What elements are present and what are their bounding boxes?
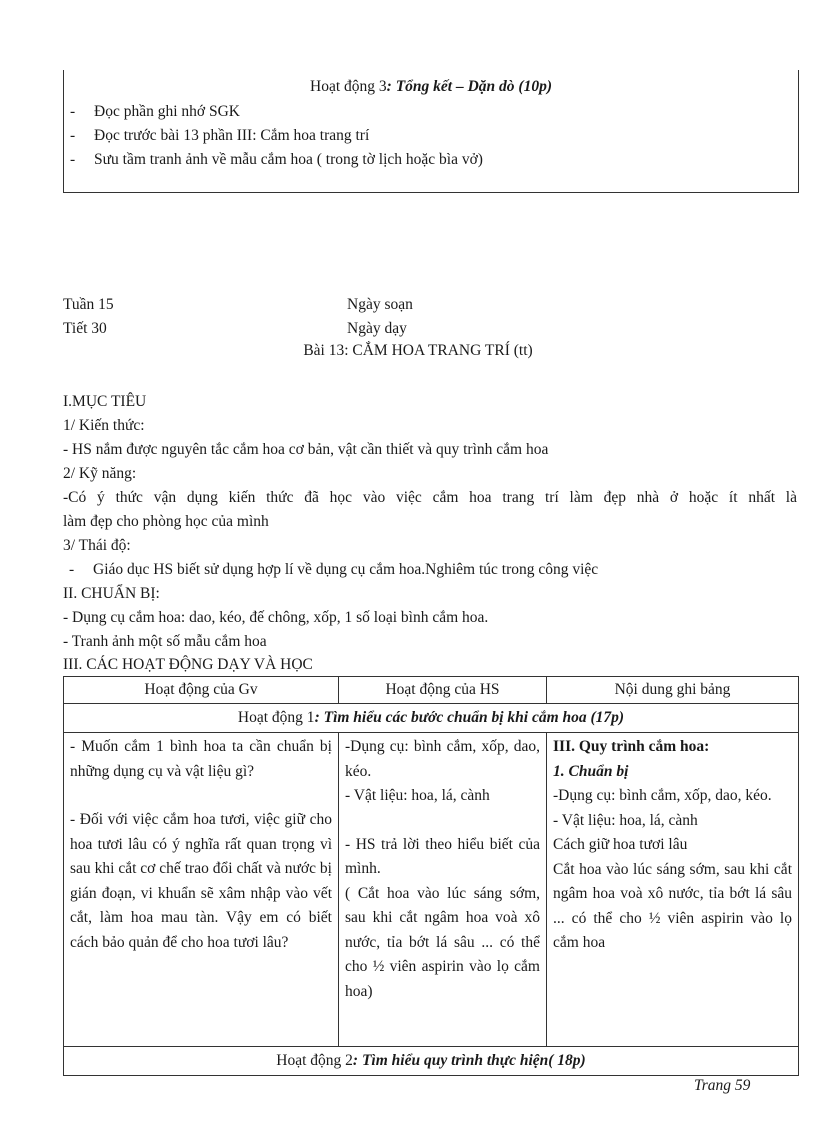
student-cell	[339, 733, 547, 1047]
activity-2-heading: Hoạt động 2: Tìm hiểu quy trình thực hiện( 18p)	[64, 1047, 799, 1076]
attitude-label: 3/ Thái độ:	[63, 537, 131, 554]
student-answer-2: - Vật liệu: hoa, lá, cành	[345, 787, 490, 804]
period-label: Tiết 30	[63, 320, 107, 337]
skill-text-line-2: làm đẹp cho phòng học của mình	[63, 513, 269, 530]
activity-2-row	[64, 1047, 799, 1076]
board-line-4: Cắt hoa vào lúc sáng sớm, sau khi cắt ngâm hoa voà xô nước, tỉa bớt lá sâu ... có thể cho ½ viên aspirin vào lọ cắm hoa	[553, 860, 792, 951]
table-row	[64, 733, 799, 1047]
board-line-1: -Dụng cụ: bình cắm, xốp, dao, kéo.	[553, 787, 772, 804]
student-answer-4: ( Cắt hoa vào lúc sáng sớm, sau khi cắt ngâm hoa voà xô nước, tỉa bớt lá sâu ... có thể cho ½ viên aspirin vào lọ cắm hoa)	[345, 884, 540, 1000]
week-label: Tuần 15	[63, 296, 114, 313]
activity-1-heading: Hoạt động 1: Tìm hiểu các bước chuẩn bị khi cắm hoa (17p)	[64, 704, 799, 733]
lesson-title: Bài 13: CẮM HOA TRANG TRÍ (tt)	[303, 342, 533, 359]
teacher-question-1: - Muốn cắm 1 bình hoa ta cần chuẩn bị những dụng cụ và vật liệu gì?	[70, 738, 332, 780]
board-line-2: - Vật liệu: hoa, lá, cành	[553, 811, 698, 829]
student-answer-1: -Dụng cụ: bình cắm, xốp, dao, kéo.	[345, 738, 540, 780]
objectives-heading: I.MỤC TIÊU	[63, 393, 147, 410]
teacher-cell	[64, 733, 339, 1047]
activity-3-title: : Tổng kết – Dặn dò (10p)	[386, 78, 552, 95]
column-header-teacher: Hoạt động của Gv	[64, 677, 339, 704]
preparation-item: - Dụng cụ cắm hoa: dao, kéo, đế chông, xốp, 1 số loại bình cắm hoa.	[63, 609, 489, 626]
summary-box: Hoạt động 3: Tổng kết – Dặn dò (10p) - Đọc phần ghi nhớ SGK - Đọc trước bài 13 phần III: Cắm hoa trang trí - Sưu tầm tranh ảnh về mẫu cắm hoa ( trong tờ lịch hoặc bìa vở)	[63, 70, 799, 193]
preparation-item: - Tranh ảnh một số mẫu cắm hoa	[63, 633, 267, 650]
board-cell	[547, 733, 799, 1047]
attitude-text: Giáo dục HS biết sử dụng hợp lí về dụng cụ cắm hoa.Nghiêm túc trong công việc	[93, 561, 599, 578]
knowledge-label: 1/ Kiến thức:	[63, 417, 145, 434]
activities-table	[63, 676, 799, 1076]
column-header-board: Nội dung ghi bảng	[547, 677, 799, 704]
skill-text-line-1: -Có ý thức vận dụng kiến thức đã học vào việc cắm hoa trang trí làm đẹp nhà ở hoặc ít nhất là	[63, 489, 797, 506]
activity-3-prefix: Hoạt động 3	[310, 78, 387, 95]
teacher-question-2: - Đối với việc cắm hoa tươi, việc giữ cho hoa tươi lâu có ý nghĩa rất quan trọng vì sau khi cắt cơ chế trao đổi chất và nước bị gián đoạn, vi khuẩn sẽ xâm nhập vào vết cắt, làm hoa mau tàn. Vậy em có biết cách bảo quản để cho hoa tươi lâu?	[70, 811, 332, 951]
page-number: Trang 59	[694, 1077, 751, 1094]
attitude-dash: -	[69, 561, 75, 578]
board-heading: III. Quy trình cắm hoa:	[553, 738, 710, 755]
activity-3-heading	[64, 78, 798, 96]
table-header-row	[64, 677, 799, 704]
board-subheading: 1. Chuẩn bị	[553, 762, 629, 780]
knowledge-text: - HS nắm được nguyên tắc cắm hoa cơ bản, vật cần thiết và quy trình cắm hoa	[63, 441, 549, 458]
activities-heading: III. CÁC HOẠT ĐỘNG DẠY VÀ HỌC	[63, 656, 313, 673]
column-header-student: Hoạt động của HS	[339, 677, 547, 704]
skill-label: 2/ Kỹ năng:	[63, 465, 137, 482]
prep-date-label: Ngày soạn	[347, 296, 413, 313]
student-answer-3: - HS trả lời theo hiểu biết của mình.	[345, 835, 540, 877]
board-line-3: Cách giữ hoa tươi lâu	[553, 836, 688, 853]
activity-1-row	[64, 704, 799, 733]
preparation-heading: II. CHUẨN BỊ:	[63, 585, 160, 602]
teach-date-label: Ngày dạy	[347, 320, 407, 337]
